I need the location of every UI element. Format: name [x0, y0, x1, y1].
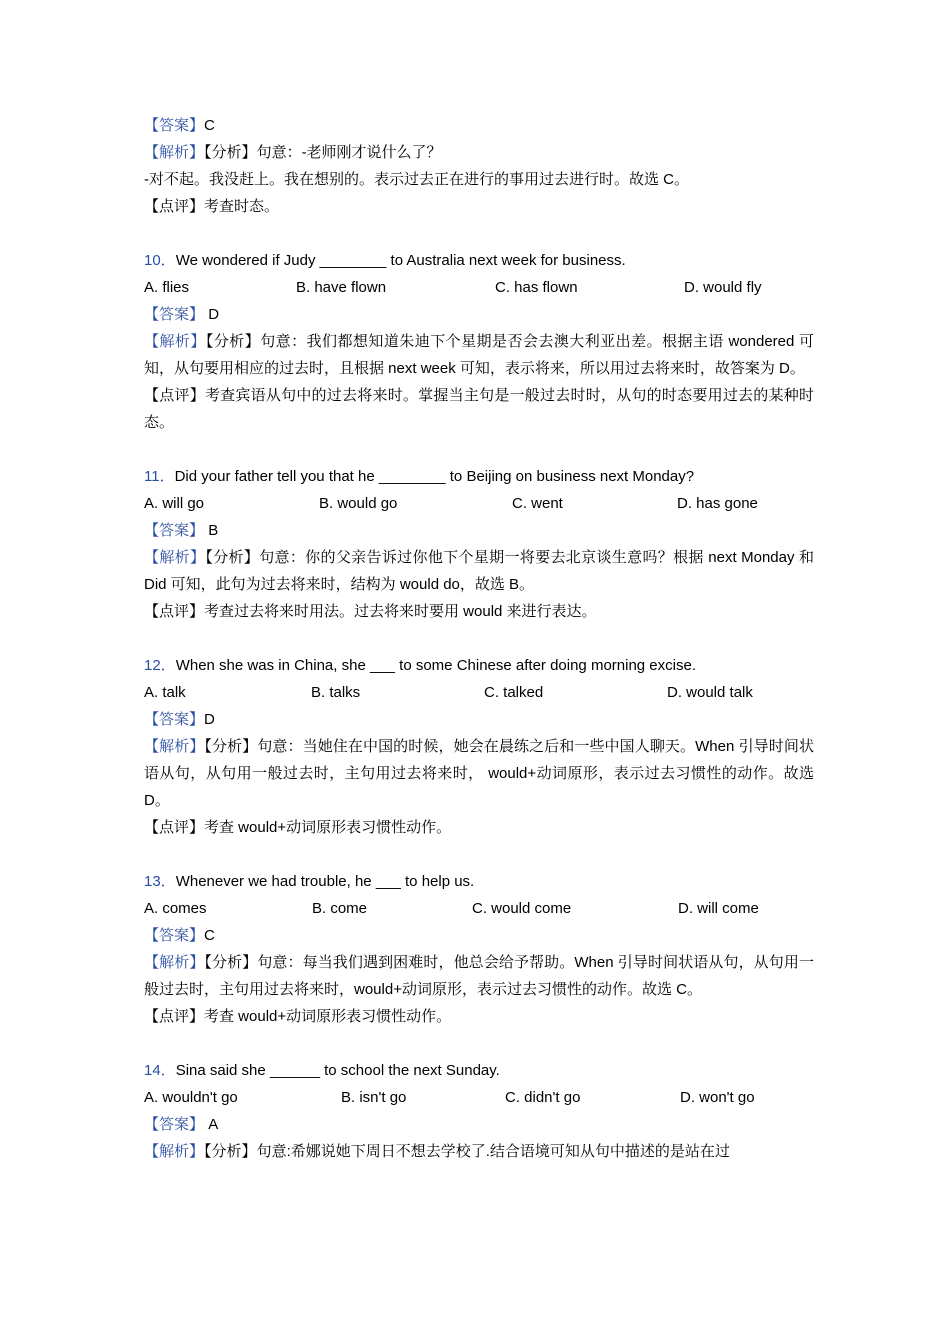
- answer-label: 【答案】: [144, 1116, 205, 1133]
- comment-text: 考查过去将来时用法。过去将来时要用 would 来进行表达。: [204, 603, 597, 620]
- option-c: C. would come: [472, 900, 572, 917]
- analysis-label: 【解析】: [144, 333, 206, 350]
- question-number: 12．: [144, 657, 176, 674]
- question-text: We wondered if Judy ________ to Australia next week for business.: [175, 252, 626, 269]
- comment-text: 考查时态。: [204, 198, 280, 215]
- option-row: [144, 1084, 814, 1111]
- analysis-line: [144, 328, 814, 382]
- analysis-line: [144, 733, 814, 814]
- option-b: B. isn't go: [341, 1089, 407, 1106]
- option-row: [144, 274, 814, 301]
- comment-text: 考查宾语从句中的过去将来时。掌握当主句是一般过去时时，从句的时态要用过去的某种时态。: [144, 387, 814, 431]
- comment-label: 【点评】: [144, 198, 205, 215]
- option-row: [144, 679, 814, 706]
- comment-line: [144, 814, 814, 841]
- answer-blank: ___: [369, 657, 395, 674]
- comment-label: 【点评】: [144, 819, 205, 836]
- comment-line: [144, 382, 814, 436]
- option-c: C. has flown: [495, 279, 578, 296]
- answer-label: 【答案】: [144, 927, 205, 944]
- question-text: Whenever we had trouble, he: [175, 873, 376, 890]
- answer-label: 【答案】: [144, 306, 205, 323]
- answer-label: 【答案】: [144, 711, 205, 728]
- comment-label: 【点评】: [144, 603, 205, 620]
- fenxi-label: 【分析】: [204, 738, 258, 755]
- comment-label: 【点评】: [144, 387, 205, 404]
- question-stem: [144, 247, 814, 274]
- option-d: D. won't go: [680, 1089, 755, 1106]
- answer-value: B: [208, 522, 219, 539]
- question-text: Sina said she ______ to school the next Sunday.: [175, 1062, 500, 1079]
- answer-value: C: [204, 117, 215, 134]
- option-d: D. would fly: [684, 279, 762, 296]
- comment-label: 【点评】: [144, 1008, 205, 1025]
- question-number: 14．: [144, 1062, 176, 1079]
- analysis-label: 【解析】: [144, 549, 206, 566]
- question-text: Did your father tell you that he ________ to Beijing on business next Monday?: [174, 468, 695, 485]
- option-d: D. has gone: [677, 495, 758, 512]
- answer-value: D: [204, 711, 215, 728]
- option-c: C. went: [512, 495, 563, 512]
- option-b: B. come: [312, 900, 368, 917]
- option-row: [144, 490, 814, 517]
- option-d: D. will come: [678, 900, 759, 917]
- document-page: [144, 112, 814, 1165]
- answer-line: [144, 112, 814, 139]
- option-row: [144, 895, 814, 922]
- fenxi-label: 【分析】: [205, 333, 261, 350]
- answer-line: [144, 1111, 814, 1138]
- analysis-line: [144, 544, 814, 598]
- analysis-label: 【解析】: [144, 1143, 205, 1160]
- comment-line: [144, 598, 814, 625]
- comment-line: [144, 1003, 814, 1030]
- answer-label: 【答案】: [144, 522, 205, 539]
- analysis-text: 句意:希娜说她下周日不想去学校了.结合语境可知从句中描述的是站在过: [256, 1143, 730, 1160]
- analysis-label: 【解析】: [144, 738, 205, 755]
- analysis-text: 句意：我们都想知道朱迪下个星期是否会去澳大利亚出差。根据主语 wondered 可知，从句要用相应的过去时，且根据 next week 可知，表示将来，所以用过去将来时，故答案为 D。: [144, 333, 814, 377]
- fenxi-label: 【分析】: [204, 144, 257, 161]
- option-a: A. wouldn't go: [144, 1089, 238, 1106]
- option-b: B. talks: [311, 684, 361, 701]
- analysis-text: 句意：-老师刚才说什么了？: [256, 144, 442, 161]
- analysis-label: 【解析】: [144, 954, 205, 971]
- question-stem: [144, 1057, 814, 1084]
- analysis-line: [144, 1138, 814, 1165]
- comment-text: 考查 would+动词原形表习惯性动作。: [204, 819, 452, 836]
- question-stem: [144, 868, 814, 895]
- option-b: B. would go: [319, 495, 398, 512]
- fenxi-label: 【分析】: [205, 549, 260, 566]
- option-b: B. have flown: [296, 279, 387, 296]
- option-a: A. comes: [144, 900, 207, 917]
- option-a: A. talk: [144, 684, 186, 701]
- option-c: C. talked: [484, 684, 544, 701]
- analysis-text: -对不起。我没赶上。我在想别的。表示过去正在进行的事用过去进行时。故选 C。: [144, 171, 689, 188]
- question-text: to help us.: [400, 873, 475, 890]
- answer-line: [144, 922, 814, 949]
- question-number: 11．: [144, 468, 175, 485]
- fenxi-label: 【分析】: [204, 1143, 257, 1160]
- analysis-text: 句意：当她住在中国的时候，她会在晨练之后和一些中国人聊天。When 引导时间状语从句，从句用一般过去时，主句用过去将来时， would+动词原形，表示过去习惯性的动作。故选 D。: [144, 738, 814, 809]
- analysis-text: 句意：每当我们遇到困难时，他总会给予帮助。When 引导时间状语从句，从句用一般过去时，主句用过去将来时，would+动词原形，表示过去习惯性的动作。故选 C。: [144, 954, 814, 998]
- answer-blank: ___: [375, 873, 401, 890]
- question-stem: [144, 652, 814, 679]
- option-d: D. would talk: [667, 684, 753, 701]
- comment-text: 考查 would+动词原形表习惯性动作。: [204, 1008, 452, 1025]
- analysis-text: 句意：你的父亲告诉过你他下个星期一将要去北京谈生意吗？根据 next Monday 和 Did 可知，此句为过去将来时，结构为 would do，故选 B。: [144, 549, 814, 593]
- question-text: When she was in China, she: [175, 657, 370, 674]
- option-a: A. flies: [144, 279, 190, 296]
- analysis-line: [144, 949, 814, 1003]
- answer-value: C: [204, 927, 215, 944]
- analysis-line: [144, 139, 814, 166]
- comment-line: [144, 193, 814, 220]
- option-c: C. didn't go: [505, 1089, 581, 1106]
- analysis-label: 【解析】: [144, 144, 205, 161]
- answer-value: A: [208, 1116, 219, 1133]
- question-number: 10．: [144, 252, 176, 269]
- answer-line: [144, 706, 814, 733]
- answer-label: 【答案】: [144, 117, 205, 134]
- answer-line: [144, 301, 814, 328]
- question-text: to some Chinese after doing morning excise.: [395, 657, 696, 674]
- question-number: 13．: [144, 873, 176, 890]
- fenxi-label: 【分析】: [204, 954, 258, 971]
- answer-value: D: [208, 306, 220, 323]
- option-a: A. will go: [144, 495, 205, 512]
- question-stem: [144, 463, 814, 490]
- answer-line: [144, 517, 814, 544]
